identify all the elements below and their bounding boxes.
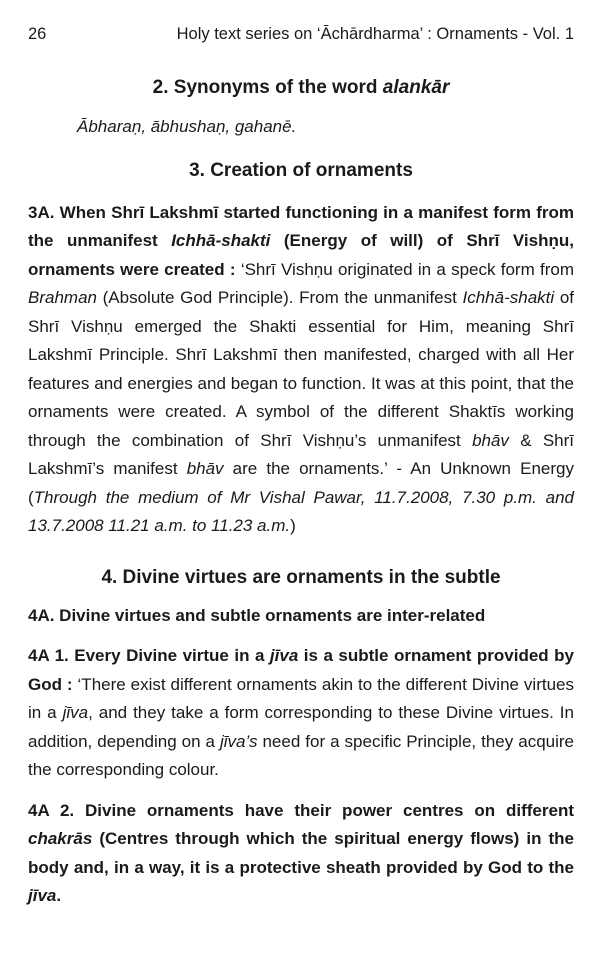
heading-term: alankār: [382, 77, 450, 98]
section-4-heading: 4. Divine virtues are ornaments in the subtle: [101, 566, 501, 588]
page-header: [28, 24, 574, 48]
section-2-heading: 2. Synonyms of the word alankār: [152, 77, 450, 98]
book-page: [28, 24, 574, 911]
synonyms-text: Ābharaṇ, ābhushaṇ, gahanē.: [77, 117, 297, 136]
page-number: 26: [28, 25, 47, 43]
running-title: Holy text series on ‘Āchārdharma’ : Ornaments - Vol. 1: [176, 25, 574, 43]
subheading-4a: 4A. Divine virtues and subtle ornaments are inter-related: [28, 605, 486, 625]
paragraph-3a: 3A. When Shrī Lakshmī started functioning in a manifest form from the unmanifest Ichhā-shakti (Energy of will) of Shrī Vishṇu, ornaments were created : ‘Shrī Vishṇu originated in a speck form from Brahman (Absolute God Principle). From the unmanifest Ichhā-shakti of Shrī Vishṇu emerged the Shakti essential for Him, meaning Shrī Lakshmī Principle. Shrī Lakshmī then manifested, charged with all Her features and energies and began to function. It was at this point, that the ornaments were created. A symbol of the different Shaktīs working through the combination of Shrī Vishṇu’s unmanifest bhāv & Shrī Lakshmī’s manifest bhāv are the ornaments.’ - An Unknown Energy (Through the medium of Mr Vishal Pawar, 11.7.2008, 7.30 p.m. and 13.7.2008 11.21 a.m. to 11.23 a.m.): [28, 202, 575, 535]
section-3-heading: 3. Creation of ornaments: [189, 159, 413, 181]
paragraph-4a1: 4A 1. Every Divine virtue in a jīva is a subtle ornament provided by God : ‘There exist different ornaments akin to the different Divine virtues in a jīva, and they take a form corresponding to these Divine virtues. In addition, depending on a jīva’s need for a specific Principle, they acquire the corresponding colour.: [28, 646, 575, 779]
paragraph-4a2: 4A 2. Divine ornaments have their power centres on different chakrās (Centres through which the spiritual energy flows) in the body and, in a way, it is a protective sheath provided by God to the jīva.: [28, 800, 574, 905]
